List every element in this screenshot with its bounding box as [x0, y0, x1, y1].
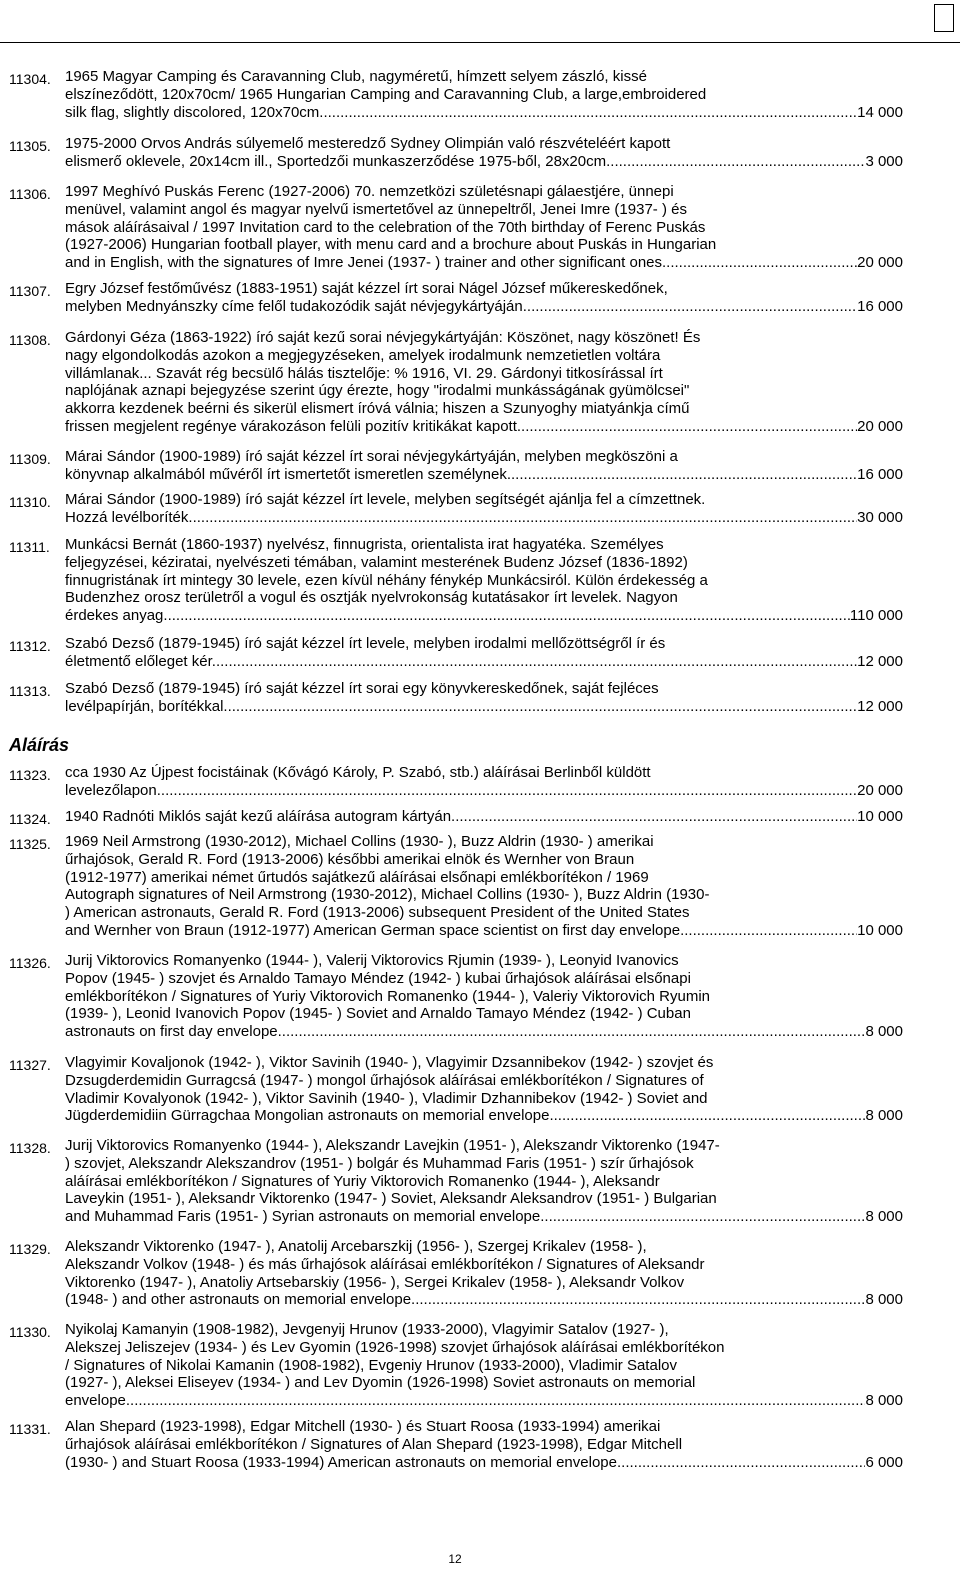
dot-leader: [278, 1023, 866, 1041]
dot-leader: [228, 698, 858, 716]
description-line: melyben Mednyánszky címe felől tudakozódik saját névjegykártyáján: [65, 297, 523, 315]
lot-price: 20 000: [857, 254, 903, 272]
description-last-line: [65, 509, 903, 527]
lot-description: [65, 536, 903, 625]
dot-leader: [216, 653, 857, 671]
description-line: menüvel, valamint angol és magyar nyelvű ismertetővel az ünnepeltről, Jenei Imre (1937- ) és: [65, 200, 687, 218]
description-last-line: [65, 653, 903, 671]
description-line: frissen megjelent regénye várakozáson felüli pozitív kritikákat kapott: [65, 417, 517, 435]
description-line: (1927- ), Aleksei Eliseyev (1934- ) and Lev Dyomin (1926-1998) Soviet astronauts on memorial: [65, 1374, 696, 1392]
description-last-line: [65, 298, 903, 316]
lot-description: [65, 329, 903, 436]
description-line: Márai Sándor (1900-1989) író saját kézzel írt sorai névjegykártyáján, melyben megköszöni a: [65, 448, 678, 465]
description-line: Budenzhez orosz területről a vogul és osztják nyelvrokonság kutatásakor írt levelek. Nagyon: [65, 589, 678, 607]
description-line: Alan Shepard (1923-1998), Edgar Mitchell (1930- ) és Stuart Roosa (1933-1994) amerikai: [65, 1418, 661, 1435]
dot-leader: [126, 1392, 866, 1410]
dot-leader: [163, 607, 849, 625]
lot-number: 11307.: [9, 283, 51, 299]
description-line: Jurij Viktorovics Romanyenko (1944- ), Valerij Viktorovics Rjumin (1939- ), Leonyid Ivanovics: [65, 952, 679, 969]
description-line: Vladimir Kovalyonok (1942- ), Viktor Savinih (1940- ), Vladimir Dzhannibekov (1942- ) Soviet and: [65, 1089, 708, 1107]
description-line: akkorra kezdenek beérni és sikerül elismert íróvá válnia; hiszen a Szunyoghy miatyánkja című: [65, 400, 690, 418]
description-line: életmentő előleget kér.: [65, 652, 216, 670]
description-line: Gárdonyi Géza (1863-1922) író saját kezű sorai névjegykártyáján: Köszönet, nagy köszönet! És: [65, 329, 701, 346]
dot-leader: [451, 808, 857, 826]
lot-price: 8 000: [865, 1291, 903, 1309]
description-line: Alekszandr Viktorenko (1947- ), Anatolij Arcebarszkij (1956- ), Szergej Krikalev (1958- ),: [65, 1238, 647, 1255]
description-line: Laveykin (1951- ), Aleksandr Viktorenko (1947- ) Soviet, Aleksandr Aleksandrov (1951- ) Bulgarian: [65, 1190, 717, 1208]
lot-description: [65, 448, 903, 484]
description-line: and Muhammad Faris (1951- ) Syrian astronauts on memorial envelope: [65, 1208, 541, 1226]
dot-leader: [188, 509, 857, 527]
lot-price: 12 000: [857, 652, 903, 670]
page-number: 12: [448, 1552, 462, 1566]
lot-price: 16 000: [857, 465, 903, 483]
description-line: Vlagyimir Kovaljonok (1942- ), Viktor Savinih (1940- ), Vlagyimir Dzsannibekov (1942- ) szovjet és: [65, 1054, 714, 1071]
description-line: mások aláírásaival / 1997 Invitation card to the celebration of the 70th birthday of Ferenc Puskás: [65, 218, 706, 236]
lot-number: 11331.: [9, 1421, 51, 1437]
description-line: (1927-2006) Hungarian football player, with menu card and a brochure about Puskás in Hungarian: [65, 236, 717, 254]
lot-price: 10 000: [857, 921, 903, 939]
lot-price: 8 000: [865, 1107, 903, 1125]
description-last-line: [65, 1454, 903, 1472]
lot-description: [65, 952, 903, 1041]
description-line: űrhajósok, Gerald R. Ford (1913-2006) későbbi amerikai elnök és Wernher von Braun: [65, 850, 635, 868]
lot-description: [65, 183, 903, 272]
description-line: nagy elgondolkodás azokon a megjegyzéseken, amelyek irodalmunk nemzetietlen voltára: [65, 346, 661, 364]
description-line: Popov (1945- ) szovjet és Arnaldo Tamayo Méndez (1942- ) kubai űrhajósok aláírásai elsőnapi: [65, 969, 691, 987]
lot-description: [65, 1238, 903, 1309]
description-line: (1939- ), Leonid Ivanovich Popov (1945- ) Soviet and Arnaldo Tamayo Méndez (1942- ) Cuban: [65, 1005, 691, 1023]
dot-leader: [662, 254, 857, 272]
dot-leader: [680, 922, 857, 940]
lot-price: 16 000: [857, 297, 903, 315]
description-line: 1965 Magyar Camping és Caravanning Club, nagyméretű, hímzett selyem zászló, kissé: [65, 68, 647, 85]
description-line: silk flag, slightly discolored, 120x70cm: [65, 103, 320, 121]
description-last-line: [65, 808, 903, 826]
dot-leader: [319, 104, 857, 122]
description-line: Szabó Dezső (1879-1945) író saját kézzel írt levele, melyben irodalmi mellőzöttségről ír és: [65, 635, 666, 652]
description-line: érdekes anyag: [65, 607, 164, 625]
lot-price: 8 000: [865, 1023, 903, 1041]
lot-price: 14 000: [857, 103, 903, 121]
description-line: Jügderdemidiin Gürragchaa Mongolian astronauts on memorial envelope: [65, 1107, 550, 1125]
lot-number: 11329.: [9, 1241, 51, 1257]
lot-number: 11324.: [9, 811, 51, 827]
description-last-line: [65, 418, 903, 436]
lot-description: [65, 808, 903, 826]
description-line: elismerő oklevele, 20x14cm ill., Sportedzői munkaszerződése 1975-ből, 28x20cm: [65, 152, 607, 170]
lot-number: 11325.: [9, 836, 51, 852]
description-line: villámlanak... Szavát rég becsülő hálás tisztelője: % 1916, VI. 29. Gárdonyi titkosírással írt: [65, 364, 663, 382]
lot-description: [65, 135, 903, 171]
lot-number: 11306.: [9, 186, 51, 202]
description-line: (1912-1977) amerikai német űrtudós sajátkezű aláírásai elsőnapi emlékborítékon / 1969: [65, 868, 649, 886]
lot-number: 11304.: [9, 71, 51, 87]
lot-price: 6 000: [865, 1453, 903, 1471]
lot-description: [65, 1321, 903, 1410]
description-line: Egry József festőművész (1883-1951) saját kézzel írt sorai Nágel József műkereskedőnek,: [65, 280, 668, 297]
description-line: finnugristának írt mintegy 30 levele, ezen kívül néhány fénykép Munkácsiról. Külön érdekesség a: [65, 571, 708, 589]
lot-description: [65, 280, 903, 316]
description-line: Dzsugderdemidin Gurragcsá (1947- ) mongol űrhajósok aláírásai emlékborítékon / Signatures of: [65, 1071, 704, 1089]
description-last-line: [65, 1023, 903, 1041]
description-line: Szabó Dezső (1879-1945) író saját kézzel írt sorai egy könyvkereskedőnek, saját fejléces: [65, 680, 659, 697]
description-line: feljegyzései, kéziratai, nyelvészeti témában, valamint mesterének Budenz József (1836-1892): [65, 553, 688, 571]
description-line: and Wernher von Braun (1912-1977) American German space scientist on first day envelope: [65, 921, 681, 939]
corner-box: [934, 4, 954, 32]
description-line: / Signatures of Nikolai Kamanin (1908-1982), Evgeniy Hrunov (1933-2000), Vladimir Satalov: [65, 1356, 677, 1374]
description-line: levélpapírján, borítékkal.: [65, 697, 228, 715]
lot-price: 12 000: [857, 697, 903, 715]
description-line: cca 1930 Az Újpest focistáinak (Kővágó Károly, P. Szabó, stb.) aláírásai Berlinből küldött: [65, 764, 651, 781]
lot-description: [65, 680, 903, 716]
lot-description: [65, 1137, 903, 1226]
dot-leader: [606, 153, 865, 171]
dot-leader: [617, 1454, 865, 1472]
description-line: ) szovjet, Alekszandr Alekszandrov (1951- ) bolgár és Muhammad Faris (1951- ) szír űrhajósok: [65, 1154, 694, 1172]
description-line: naplójának aznapi bejegyzése szerint úgy érezte, hogy "irodalmi munkásságának gyümölcsei": [65, 382, 690, 400]
description-line: and in English, with the signatures of Imre Jenei (1937- ) trainer and other significant ones: [65, 254, 662, 272]
description-last-line: [65, 1392, 903, 1410]
dot-leader: [511, 466, 857, 484]
lot-price: 8 000: [865, 1392, 903, 1410]
description-last-line: [65, 1208, 903, 1226]
lot-description: [65, 833, 903, 940]
description-line: Munkácsi Bernát (1860-1937) nyelvész, finnugrista, orientalista irat hagyatéka. Személyes: [65, 536, 664, 553]
lot-number: 11328.: [9, 1140, 51, 1156]
description-line: Hozzá levélboríték: [65, 508, 189, 526]
lot-price: 30 000: [857, 508, 903, 526]
description-line: 1969 Neil Armstrong (1930-2012), Michael Collins (1930- ), Buzz Aldrin (1930- ) amerikai: [65, 833, 654, 850]
description-last-line: [65, 153, 903, 171]
description-line: envelope: [65, 1392, 126, 1410]
description-line: Jurij Viktorovics Romanyenko (1944- ), Alekszandr Lavejkin (1951- ), Alekszandr Viktorenko (1947-: [65, 1137, 720, 1154]
lot-price: 20 000: [857, 417, 903, 435]
dot-leader: [540, 1208, 865, 1226]
description-last-line: [65, 607, 903, 625]
lot-price: 20 000: [857, 781, 903, 799]
lot-number: 11312.: [9, 638, 51, 654]
dot-leader: [157, 782, 857, 800]
lot-description: [65, 68, 903, 121]
lot-number: 11310.: [9, 494, 51, 510]
description-line: Alekszej Jeliszejev (1934- ) és Lev Gyomin (1926-1998) szovjet űrhajósok aláírásai emlékborítékon: [65, 1338, 725, 1356]
dot-leader: [523, 298, 857, 316]
description-last-line: [65, 782, 903, 800]
description-line: könyvnap alkalmából művéről írt ismertetőt ismeretlen személynek.: [65, 465, 512, 483]
description-line: elszíneződött, 120x70cm/ 1965 Hungarian Camping and Caravanning Club, a large,embroidered: [65, 85, 707, 103]
lot-number: 11309.: [9, 451, 51, 467]
description-line: astronauts on first day envelope: [65, 1023, 278, 1041]
lot-description: [65, 1054, 903, 1125]
lot-description: [65, 764, 903, 800]
description-last-line: [65, 254, 903, 272]
lot-price: 110 000: [849, 607, 903, 625]
description-line: 1975-2000 Orvos András súlyemelő mesteredző Sydney Olimpián való részvételéért kapott: [65, 135, 671, 152]
description-line: levelezőlapon: [65, 781, 157, 799]
description-line: 1997 Meghívó Puskás Ferenc (1927-2006) 70. nemzetközi születésnapi gálaestjére, ünnepi: [65, 183, 674, 200]
top-rule: [0, 42, 960, 43]
description-line: Márai Sándor (1900-1989) író saját kézzel írt levele, melyben segítségét ajánlja fel a címzettnek.: [65, 491, 706, 508]
lot-number: 11323.: [9, 767, 51, 783]
lot-description: [65, 635, 903, 671]
dot-leader: [517, 418, 857, 436]
lot-price: 10 000: [857, 808, 903, 825]
description-line: (1930- ) and Stuart Roosa (1933-1994) American astronauts on memorial envelope: [65, 1453, 617, 1471]
description-line: 1940 Radnóti Miklós saját kezű aláírása autogram kártyán: [65, 808, 452, 825]
description-last-line: [65, 466, 903, 484]
lot-number: 11311.: [9, 539, 50, 555]
description-last-line: [65, 922, 903, 940]
description-line: aláírásai emlékborítékon / Signatures of Yuriy Viktorovich Romanenko (1944- ), Aleksandr: [65, 1172, 660, 1190]
description-last-line: [65, 1291, 903, 1309]
description-last-line: [65, 1107, 903, 1125]
description-last-line: [65, 104, 903, 122]
dot-leader: [549, 1107, 865, 1125]
description-line: Viktorenko (1947- ), Anatoliy Artsebarskiy (1956- ), Sergei Krikalev (1958- ), Aleksandr Volkov: [65, 1273, 685, 1291]
description-line: emlékborítékon / Signatures of Yuriy Viktorovich Romanenko (1944- ), Valeriy Viktorovich Ryumin: [65, 987, 711, 1005]
lot-number: 11327.: [9, 1057, 51, 1073]
lot-price: 8 000: [865, 1208, 903, 1226]
description-line: Autograph signatures of Neil Armstrong (1930-2012), Michael Collins (1930- ), Buzz Aldrin (1930-: [65, 886, 710, 904]
section-heading: Aláírás: [9, 735, 70, 755]
lot-number: 11305.: [9, 138, 51, 154]
lot-number: 11313.: [9, 683, 51, 699]
description-line: Nyikolaj Kamanyin (1908-1982), Jevgenyij Hrunov (1933-2000), Vlagyimir Satalov (1927- ),: [65, 1321, 669, 1338]
dot-leader: [411, 1291, 865, 1309]
lot-number: 11326.: [9, 955, 51, 971]
lot-number: 11330.: [9, 1324, 51, 1340]
description-line: (1948- ) and other astronauts on memorial envelope: [65, 1291, 412, 1309]
description-line: ) American astronauts, Gerald R. Ford (1913-2006) subsequent President of the United States: [65, 904, 690, 922]
lot-number: 11308.: [9, 332, 51, 348]
lot-description: [65, 491, 903, 527]
lot-description: [65, 1418, 903, 1471]
description-line: Alekszandr Volkov (1948- ) és más űrhajósok aláírásai emlékborítékon / Signatures of Aleksandr: [65, 1255, 705, 1273]
lot-price: 3 000: [865, 152, 903, 170]
description-line: űrhajósok aláírásai emlékborítékon / Signatures of Alan Shepard (1923-1998), Edgar Mitchell: [65, 1435, 683, 1453]
description-last-line: [65, 698, 903, 716]
